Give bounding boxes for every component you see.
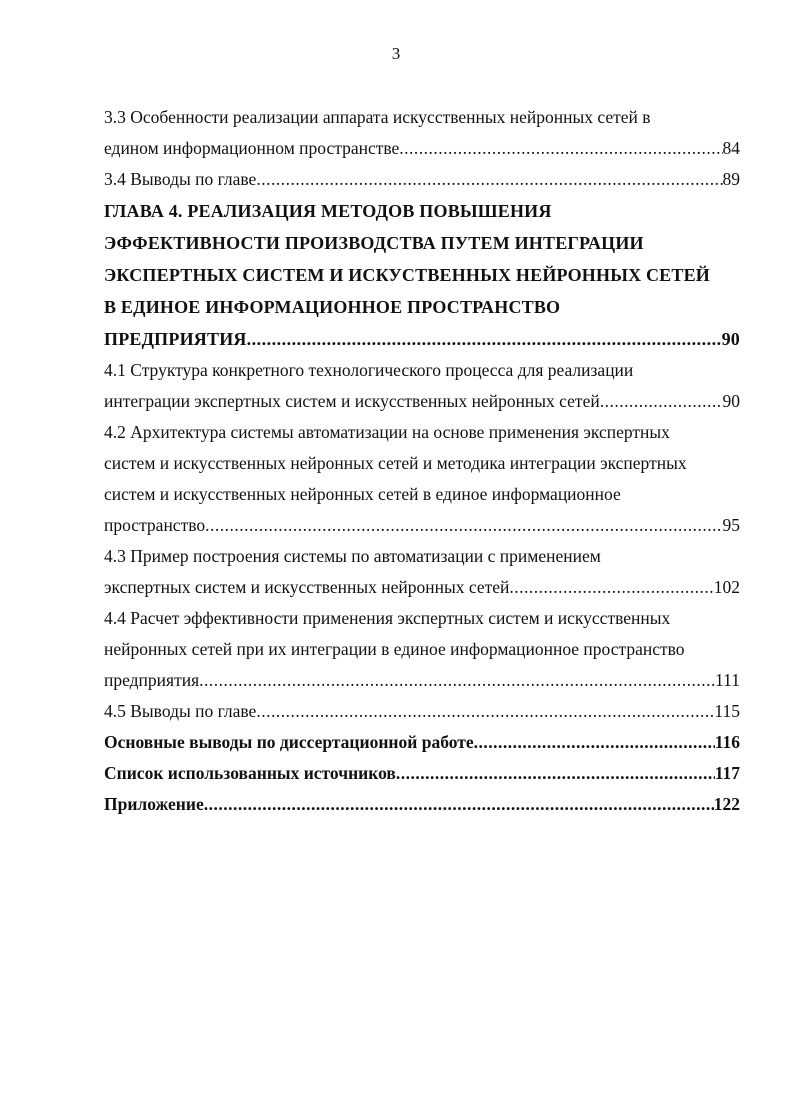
toc-entry-conclusions-title: Основные выводы по диссертационной работе (104, 732, 474, 752)
toc-chapter-4-page: 90 (721, 329, 740, 349)
toc-entry-appendix-page: 122 (713, 794, 740, 814)
toc-entry-4-3 (104, 541, 740, 603)
toc-entry-4-1-line-2: интеграции экспертных систем и искусственных нейронных сетей (104, 391, 600, 411)
toc-entry-4-4-line-3: предприятия (104, 670, 200, 690)
dot-leader (247, 323, 722, 355)
toc-entry-3-3-page: 84 (722, 138, 740, 158)
toc-entry-conclusions-page: 116 (714, 732, 740, 752)
toc-chapter-4-line-4: В ЕДИНОЕ ИНФОРМАЦИОННОЕ ПРОСТРАНСТВО (104, 297, 561, 317)
toc-entry-4-1-last-line (104, 386, 740, 417)
toc-chapter-4-line-2: ЭФФЕКТИВНОСТИ ПРОИЗВОДСТВА ПУТЕМ ИНТЕГРАЦИИ (104, 233, 644, 253)
dot-leader (205, 510, 722, 541)
toc-chapter-4-line-3: ЭКСПЕРТНЫХ СИСТЕМ И ИСКУСТВЕННЫХ НЕЙРОННЫХ СЕТЕЙ (104, 265, 710, 285)
dot-leader (396, 758, 715, 789)
toc-entry-conclusions-line (104, 727, 740, 758)
toc-entry-4-5-line (104, 696, 740, 727)
toc-entry-4-4-last-line (104, 665, 740, 696)
toc-entry-4-4 (104, 603, 740, 696)
toc-entry-3-3-last-line (104, 133, 740, 164)
toc-entry-appendix-line (104, 789, 740, 820)
dot-leader (256, 164, 722, 195)
toc-entry-4-3-last-line (104, 572, 740, 603)
toc-entry-4-4-line-1: 4.4 Расчет эффективности применения экспертных систем и искусственных (104, 608, 671, 628)
toc-entry-4-1 (104, 355, 740, 417)
dot-leader (600, 386, 723, 417)
toc-entry-references (104, 758, 740, 789)
table-of-contents (104, 102, 740, 820)
toc-entry-appendix (104, 789, 740, 820)
toc-entry-references-line (104, 758, 740, 789)
toc-entry-4-2 (104, 417, 740, 541)
toc-entry-4-2-line-2: систем и искусственных нейронных сетей и методика интеграции экспертных (104, 453, 687, 473)
toc-entry-conclusions (104, 727, 740, 758)
toc-entry-4-2-line-3: систем и искусственных нейронных сетей в единое информационное (104, 484, 621, 504)
toc-entry-references-title: Список использованных источников (104, 763, 396, 783)
page-number: 3 (391, 44, 401, 63)
toc-entry-3-4-title: 3.4 Выводы по главе (104, 169, 257, 189)
toc-entry-4-5-title: 4.5 Выводы по главе (104, 701, 257, 721)
dot-leader (204, 789, 714, 820)
toc-chapter-4-last-line (104, 323, 740, 355)
toc-entry-4-5-page: 115 (714, 701, 740, 721)
toc-entry-4-4-line-2: нейронных сетей при их интеграции в единое информационное пространство (104, 639, 685, 659)
toc-entry-4-5 (104, 696, 740, 727)
toc-entry-4-2-last-line (104, 510, 740, 541)
toc-entry-4-2-line-4: пространство (104, 515, 206, 535)
toc-entry-4-1-line-1: 4.1 Структура конкретного технологического процесса для реализации (104, 360, 634, 380)
toc-entry-4-4-page: 111 (715, 670, 740, 690)
toc-entry-3-4-line (104, 164, 740, 195)
dot-leader (509, 572, 713, 603)
toc-entry-4-3-page: 102 (713, 577, 740, 597)
toc-entry-4-2-line-1: 4.2 Архитектура системы автоматизации на основе применения экспертных (104, 422, 670, 442)
toc-entry-4-3-line-2: экспертных систем и искусственных нейронных сетей (104, 577, 510, 597)
toc-entry-appendix-title: Приложение (104, 794, 204, 814)
toc-entry-references-page: 117 (714, 763, 740, 783)
toc-entry-4-3-line-1: 4.3 Пример построения системы по автоматизации с применением (104, 546, 601, 566)
dot-leader (256, 696, 714, 727)
toc-entry-3-3 (104, 102, 740, 164)
toc-entry-3-3-line-2: едином информационном пространстве (104, 138, 400, 158)
dot-leader (199, 665, 715, 696)
toc-chapter-4 (104, 195, 740, 355)
toc-chapter-4-line-5: ПРЕДПРИЯТИЯ (104, 329, 247, 349)
toc-chapter-4-line-1: ГЛАВА 4. РЕАЛИЗАЦИЯ МЕТОДОВ ПОВЫШЕНИЯ (104, 201, 552, 221)
dot-leader (474, 727, 715, 758)
toc-entry-4-1-page: 90 (722, 391, 740, 411)
toc-entry-4-2-page: 95 (722, 515, 740, 535)
dot-leader (399, 133, 722, 164)
toc-entry-3-4 (104, 164, 740, 195)
toc-entry-3-3-line-1: 3.3 Особенности реализации аппарата искусственных нейронных сетей в (104, 107, 651, 127)
toc-entry-3-4-page: 89 (722, 169, 740, 189)
